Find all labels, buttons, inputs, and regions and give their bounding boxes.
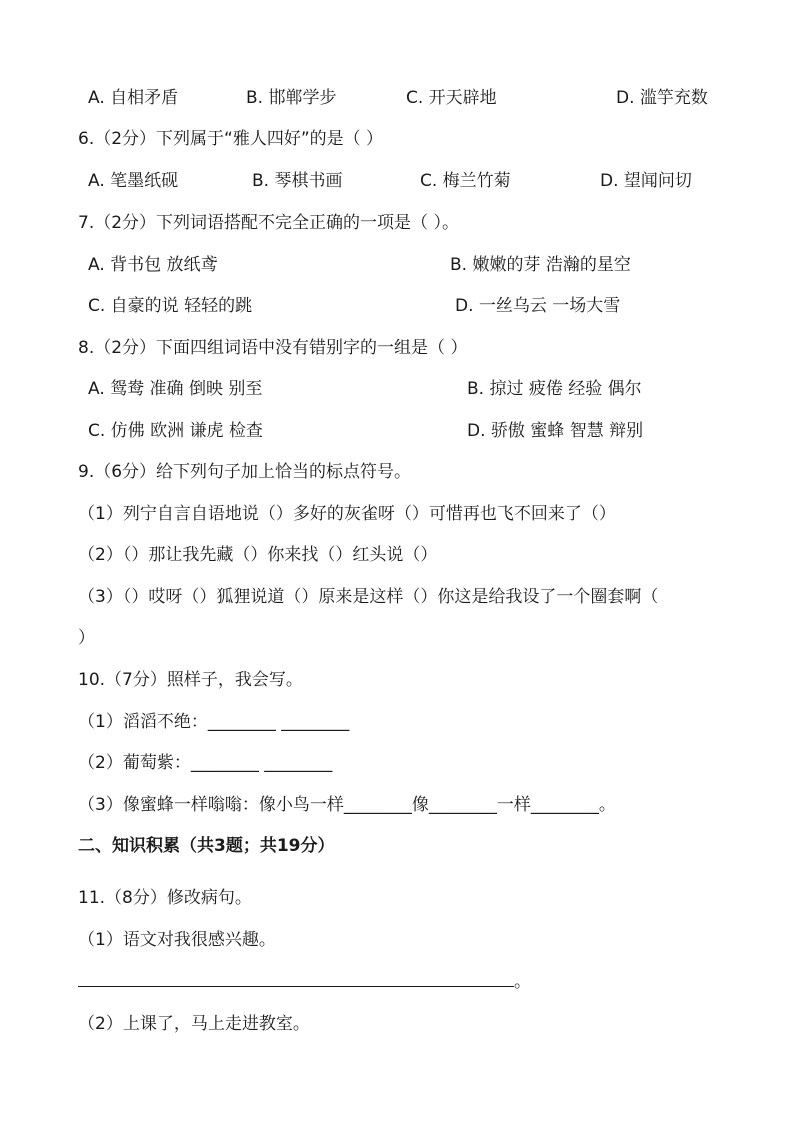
q5-option-d: D. 滥竽充数	[616, 88, 708, 108]
q9-stem: 9.（6分）给下列句子加上恰当的标点符号。	[78, 462, 412, 482]
q6-option-c: C. 梅兰竹菊	[420, 171, 511, 191]
q10-stem: 10.（7分）照样子，我会写。	[78, 670, 303, 690]
q7-option-a: A. 背书包 放纸鸢	[88, 255, 218, 275]
q8-option-d: D. 骄傲 蜜蜂 智慧 辩别	[467, 421, 644, 441]
q6-option-a: A. 笔墨纸砚	[88, 171, 179, 191]
q6-option-d: D. 望闻问切	[600, 171, 692, 191]
q8-option-b: B. 掠过 疲倦 经验 偶尔	[467, 379, 642, 399]
q7-option-b: B. 嫩嫩的芽 浩瀚的星空	[450, 255, 631, 275]
q9-item-2: （2）（）那让我先藏（）你来找（）红头说（）	[78, 545, 438, 565]
q11-item-2: （2）上课了，马上走进教室。	[78, 1014, 310, 1034]
q6-stem: 6.（2分）下列属于“雅人四好”的是（ ）	[78, 129, 384, 149]
q11-stem: 11.（8分）修改病句。	[78, 888, 252, 908]
answer-line	[78, 986, 514, 987]
q8-option-a: A. 鸳鸯 准确 倒映 别至	[88, 379, 263, 399]
q10-item-1: （1）滔滔不绝：________ ________	[78, 712, 350, 732]
q10-item-3: （3）像蜜蜂一样嗡嗡：像小鸟一样________像________一样________。	[78, 795, 616, 815]
q9-item-1: （1）列宁自言自语地说（）多好的灰雀呀（）可惜再也飞不回来了（）	[78, 504, 616, 524]
q6-option-b: B. 琴棋书画	[252, 171, 343, 191]
q7-option-d: D. 一丝乌云 一场大雪	[455, 296, 621, 316]
q7-option-c: C. 自豪的说 轻轻的跳	[88, 296, 253, 316]
q5-option-a: A. 自相矛盾	[88, 88, 179, 108]
q8-stem: 8.（2分）下面四组词语中没有错别字的一组是（ ）	[78, 338, 468, 358]
answer-line-end-mark: 。	[514, 972, 531, 992]
q9-item-3: （3）（）哎呀（）狐狸说道（）原来是这样（）你这是给我设了一个圈套啊（	[78, 587, 659, 607]
q11-item-1: （1）语文对我很感兴趣。	[78, 930, 276, 950]
q8-option-c: C. 仿佛 欧洲 谦虎 检查	[88, 421, 263, 441]
q5-option-b: B. 邯郸学步	[246, 88, 337, 108]
q5-option-c: C. 开天辟地	[406, 88, 497, 108]
section-heading: 二、知识积累（共3题；共19分）	[78, 836, 335, 856]
q10-item-2: （2）葡萄紫：________ ________	[78, 753, 333, 773]
q9-item-3-continued: ）	[78, 628, 95, 648]
q7-stem: 7.（2分）下列词语搭配不完全正确的一项是（ ）。	[78, 213, 459, 233]
